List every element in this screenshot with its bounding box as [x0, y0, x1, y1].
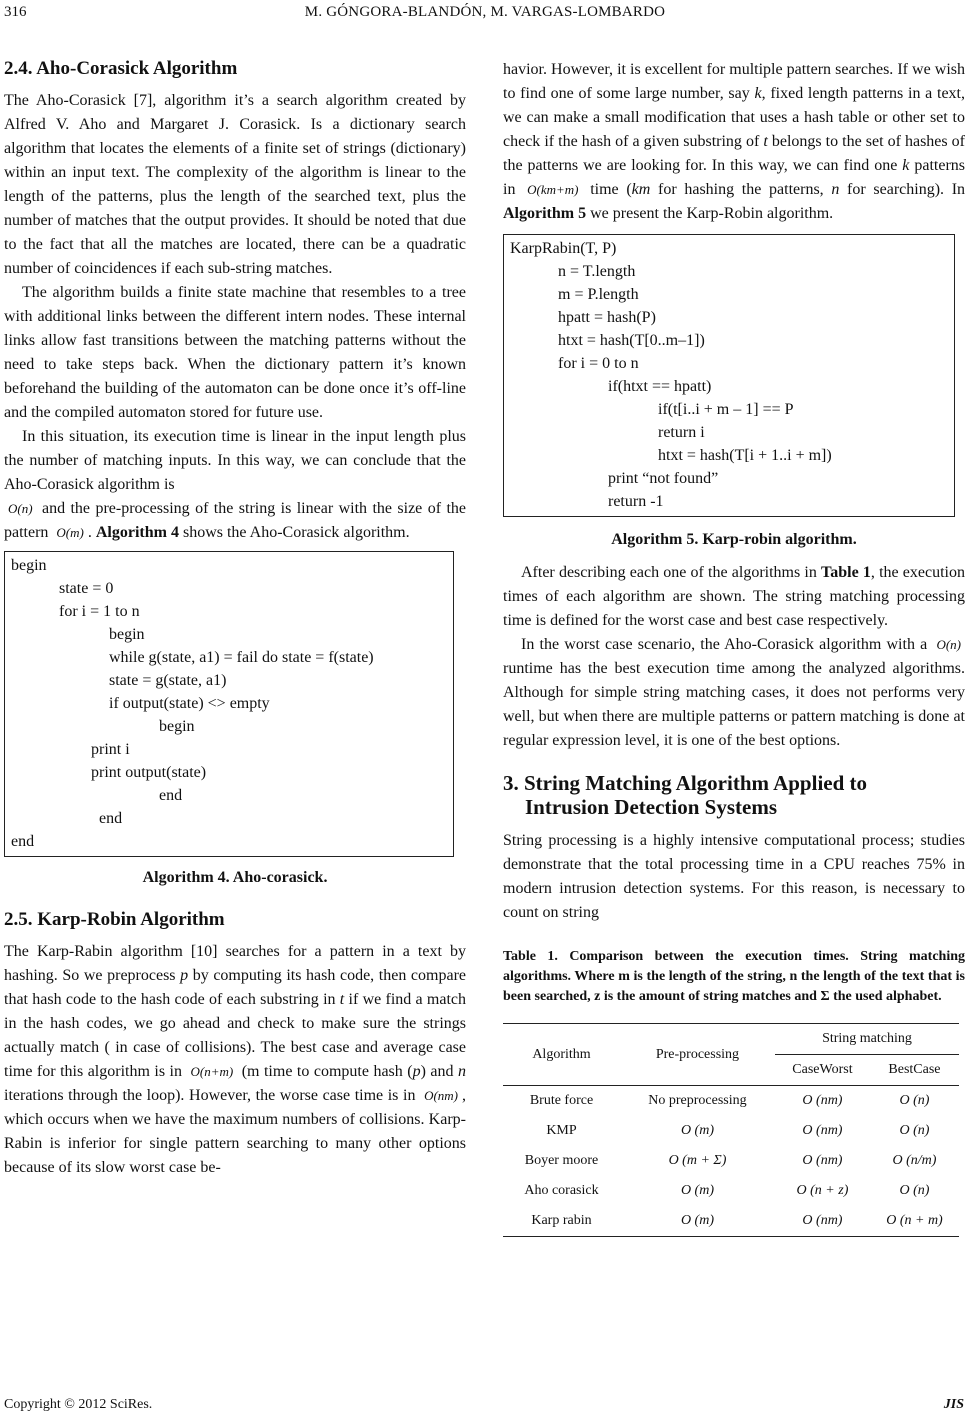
- table-cell: Brute force: [503, 1086, 620, 1117]
- code-line: print “not found”: [608, 470, 719, 487]
- table-cell: O (n + z): [796, 1183, 849, 1199]
- big-o-notation: O(n): [8, 500, 33, 516]
- table-cell: O (m): [680, 1183, 714, 1199]
- section-2-4-heading: 2.4. Aho-Corasick Algorithm: [4, 58, 238, 79]
- table-cell: O (n): [899, 1183, 930, 1199]
- table-cell: O (nm): [802, 1123, 843, 1139]
- table-cell: O (nm): [775, 1206, 870, 1237]
- code-line: if(t[i..i + m – 1] == P: [658, 401, 794, 418]
- page-number: 316: [4, 4, 27, 20]
- code-line: return -1: [608, 493, 664, 510]
- big-o-notation: O(km+m): [527, 182, 579, 197]
- table-cell: O (m + Σ): [668, 1153, 727, 1169]
- table-row: [503, 1146, 959, 1176]
- table-cell: O (nm): [775, 1086, 870, 1117]
- code-line: end: [99, 809, 123, 827]
- code-line: begin: [159, 717, 195, 735]
- paragraph: String processing is a highly intensive computational process; studies demonstrate that the total processing time in a CPU reaches 75% in modern intrusion detection systems. For this reason, is necessary to count on string: [503, 832, 965, 922]
- code-line: m = P.length: [558, 286, 639, 303]
- table-cell: O (n): [899, 1123, 930, 1139]
- right-column: [503, 58, 965, 1237]
- code-line: if output(state) <> empty: [109, 694, 270, 712]
- table-header: Algorithm: [503, 1024, 620, 1086]
- code-line: return i: [658, 424, 705, 441]
- comparison-table: [503, 1023, 959, 1237]
- table-cell: Karp rabin: [503, 1206, 620, 1237]
- page-header: [0, 4, 970, 26]
- code-line: htxt = hash(T[0..m–1]): [558, 332, 705, 349]
- algorithm-4-box: [4, 551, 454, 857]
- paragraph: The algorithm builds a finite state machine that resembles to a tree with additional links between the different intern nodes. These internal links allow fast transitions between the matching patterns without the need to take steps back. When the dictionary pattern it’s known beforehand the building of the automaton can be done once it’s off-line and the compiled automaton stored for future use.: [4, 283, 466, 421]
- paragraph: The Karp-Rabin algorithm [10] searches for a pattern in a text by hashing. So we preprocess p by computing its hash code, then compare that hash code to the hash code of each substring in t if we find a match in the hash codes, we go ahead and check to make sure the strings actually match ( in case of collisions). The best case and average case time for this algorithm is in O(n+m) (m time to compute hash (p) and n iterations through the loop). However, the worse case time is in O(nm) , which occurs when we have the maximum numbers of collisions. Karp-Rabin is inferior for single pattern searching to many other options because of its slow worst case be-: [4, 942, 467, 1176]
- code-line: hpatt = hash(P): [558, 309, 656, 326]
- table-header: CaseWorst: [792, 1062, 853, 1078]
- table-cell: O (m): [680, 1123, 714, 1139]
- table-header: BestCase: [888, 1062, 941, 1078]
- table-cell: O (n): [870, 1086, 959, 1117]
- algorithm-5-box: [503, 234, 955, 517]
- code-line: begin: [109, 625, 145, 643]
- table-cell: O (nm): [802, 1153, 843, 1169]
- table-cell: KMP: [546, 1123, 577, 1139]
- copyright-notice: Copyright © 2012 SciRes.: [4, 1397, 153, 1412]
- table-cell: Aho corasick: [524, 1183, 599, 1199]
- section-2-5-heading: 2.5. Karp-Robin Algorithm: [4, 908, 225, 930]
- code-line: for i = 1 to n: [59, 602, 140, 620]
- paragraph: The Aho-Corasick [7], algorithm it’s a search algorithm created by Alfred V. Aho and Margaret J. Corasick. Is a dictionary search algorithm that locates the elements of a finite set of strings (dictionary) within an input text. The complexity of the algorithm is linear to the length of the patterns, plus the length of the searched text, plus the number of matches that the output provides. It should be noted that due to the fact that all the matches are located, there can be a quadratic number of coincidences if each sub-string matches.: [4, 91, 466, 277]
- big-o-notation: O(nm): [424, 1087, 459, 1103]
- paragraph: After describing each one of the algorithms in Table 1, the execution times of each algorithm are shown. The string matching processing time is defined for the worst case and best case respectively.: [503, 564, 965, 629]
- code-line: htxt = hash(T[i + 1..i + m]): [658, 447, 832, 464]
- table-header: Pre-processing: [620, 1024, 775, 1086]
- left-column: [4, 58, 466, 1180]
- paragraph: In this situation, its execution time is linear in the input length plus the number of matching inputs. In this way, we can conclude that the Aho-Corasick algorithm is O(n) and the pre-processing of the string is linear with the size of the pattern O(m) . Algorithm 4 shows the Aho-Corasick algorithm.: [4, 427, 466, 541]
- section-3-heading: 3. String Matching Algorithm Applied to Intrusion Detection Systems: [503, 771, 868, 820]
- journal-abbrev: JIS: [943, 1397, 964, 1412]
- code-line: KarpRabin(T, P): [510, 240, 617, 257]
- code-line: for i = 0 to n: [558, 355, 639, 372]
- table-cell: O (n/m): [892, 1153, 937, 1169]
- code-line: while g(state, a1) = fail do state = f(state): [109, 648, 374, 666]
- code-line: end: [159, 786, 183, 804]
- page-footer: [4, 1397, 964, 1413]
- code-line: print i: [91, 740, 130, 758]
- big-o-notation: O(n+m): [190, 1063, 234, 1079]
- table-cell: O (m): [620, 1206, 775, 1237]
- code-line: n = T.length: [558, 263, 636, 280]
- code-line: state = g(state, a1): [109, 671, 227, 689]
- paragraph: havior. However, it is excellent for multiple pattern searches. If we wish to find one of some large number, say k, fixed length patterns in a text, we can make a small modification that uses a hash table or other set to check if the hash of a given substring of t belongs to the set of hashes of the patterns we are looking for. In this way, we can find one k patterns in O(km+m) time (km for hashing the patterns, n for searching). In Algorithm 5 we present the Karp-Robin algorithm.: [503, 61, 966, 222]
- code-line: print output(state): [91, 763, 207, 781]
- table-row: [503, 1116, 959, 1146]
- table-row: [503, 1176, 959, 1206]
- table-cell: No preprocessing: [620, 1086, 775, 1117]
- algorithm-4-caption: Algorithm 4. Aho-corasick.: [142, 868, 328, 886]
- code-line: state = 0: [59, 579, 114, 597]
- table-cell: O (n + m): [870, 1206, 959, 1237]
- table-cell: Boyer moore: [524, 1153, 599, 1169]
- table-row: [503, 1206, 959, 1237]
- algorithm-5-caption: Algorithm 5. Karp-robin algorithm.: [611, 531, 857, 548]
- big-o-notation: O(n): [936, 637, 961, 652]
- running-title: M. GÓNGORA-BLANDÓN, M. VARGAS-LOMBARDO: [304, 4, 666, 20]
- code-line: end: [11, 832, 35, 850]
- code-line: if(htxt == hpatt): [608, 378, 712, 395]
- big-o-notation: O(m): [56, 524, 84, 540]
- table-1-caption: Table 1. Comparison between the execution times. String matching algorithms. Where m is the length of the string, n the length of the text that is been searched, z is the amount of string matches and Σ the used alphabet.: [503, 949, 965, 1005]
- paragraph: In the worst case scenario, the Aho-Corasick algorithm with a O(n) runtime has the best execution time among the analyzed algorithms. Although for simple string matching cases, it does not performs very well, but when there are multiple patterns or pattern matching is done at regular expression level, it is one of the best options.: [503, 636, 965, 749]
- code-line: begin: [11, 556, 47, 574]
- table-header: String matching: [775, 1024, 959, 1055]
- table-row: [503, 1086, 959, 1117]
